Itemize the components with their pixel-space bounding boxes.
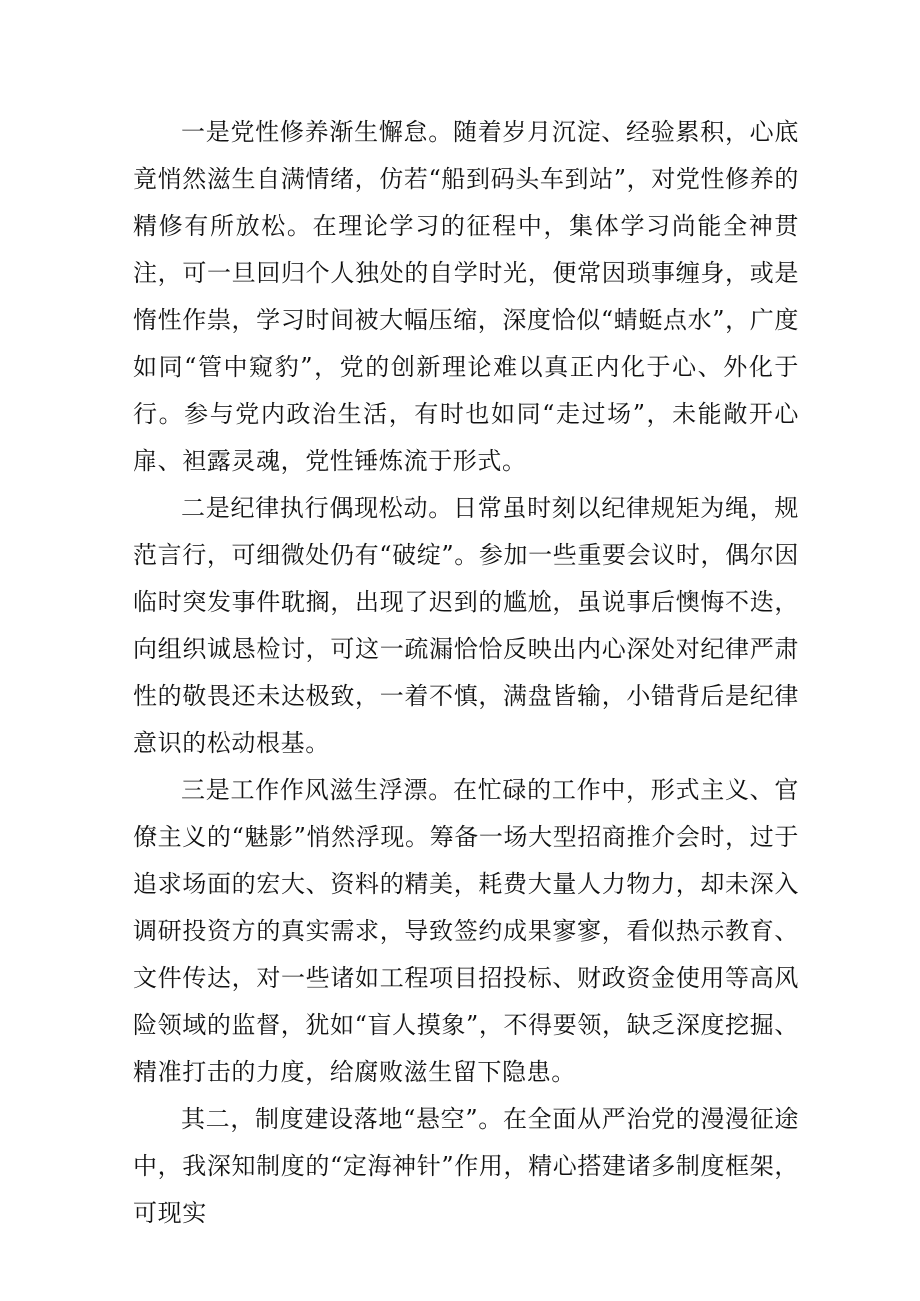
paragraph-discipline: 二是纪律执行偶现松动。日常虽时刻以纪律规矩为绳，规范言行，可细微处仍有“破绽”。参加一些重要会议时，偶尔因临时突发事件耽搁，出现了迟到的尴尬，虽说事后懊悔不迭，向组织诚恳检讨，可这一疏漏恰恰反映出内心深处对纪律严肃性的敬畏还未达极致，一着不慎，满盘皆输，小错背后是纪律意识的松动根基。 <box>133 494 799 757</box>
paragraph-system-building: 其二，制度建设落地“悬空”。在全面从严治党的漫漫征途中，我深知制度的“定海神针”作用，精心搭建诸多制度框架，可现实 <box>133 1105 799 1227</box>
paragraph-party-spirit: 一是党性修养渐生懈怠。随着岁月沉淀、经验累积，心底竟悄然滋生自满情绪，仿若“船到码头车到站”，对党性修养的精修有所放松。在理论学习的征程中，集体学习尚能全神贯注，可一旦回归个人独处的自学时光，便常因琐事缠身，或是惰性作祟，学习时间被大幅压缩，深度恰似“蜻蜓点水”，广度如同“管中窥豹”，党的创新理论难以真正内化于心、外化于行。参与党内政治生活，有时也如同“走过场”，未能敞开心扉、袒露灵魂，党性锤炼流于形式。 <box>133 118 799 475</box>
body-text <box>133 109 799 1237</box>
paragraph-work-style: 三是工作作风滋生浮漂。在忙碌的工作中，形式主义、官僚主义的“魅影”悄然浮现。筹备一场大型招商推介会时，过于追求场面的宏大、资料的精美，耗费大量人力物力，却未深入调研投资方的真实需求，导致签约成果寥寥，看似热示教育、文件传达，对一些诸如工程项目招投标、财政资金使用等高风险领域的监督，犹如“盲人摸象”，不得要领，缺乏深度挖掘、精准打击的力度，给腐败滋生留下隐患。 <box>133 776 799 1086</box>
